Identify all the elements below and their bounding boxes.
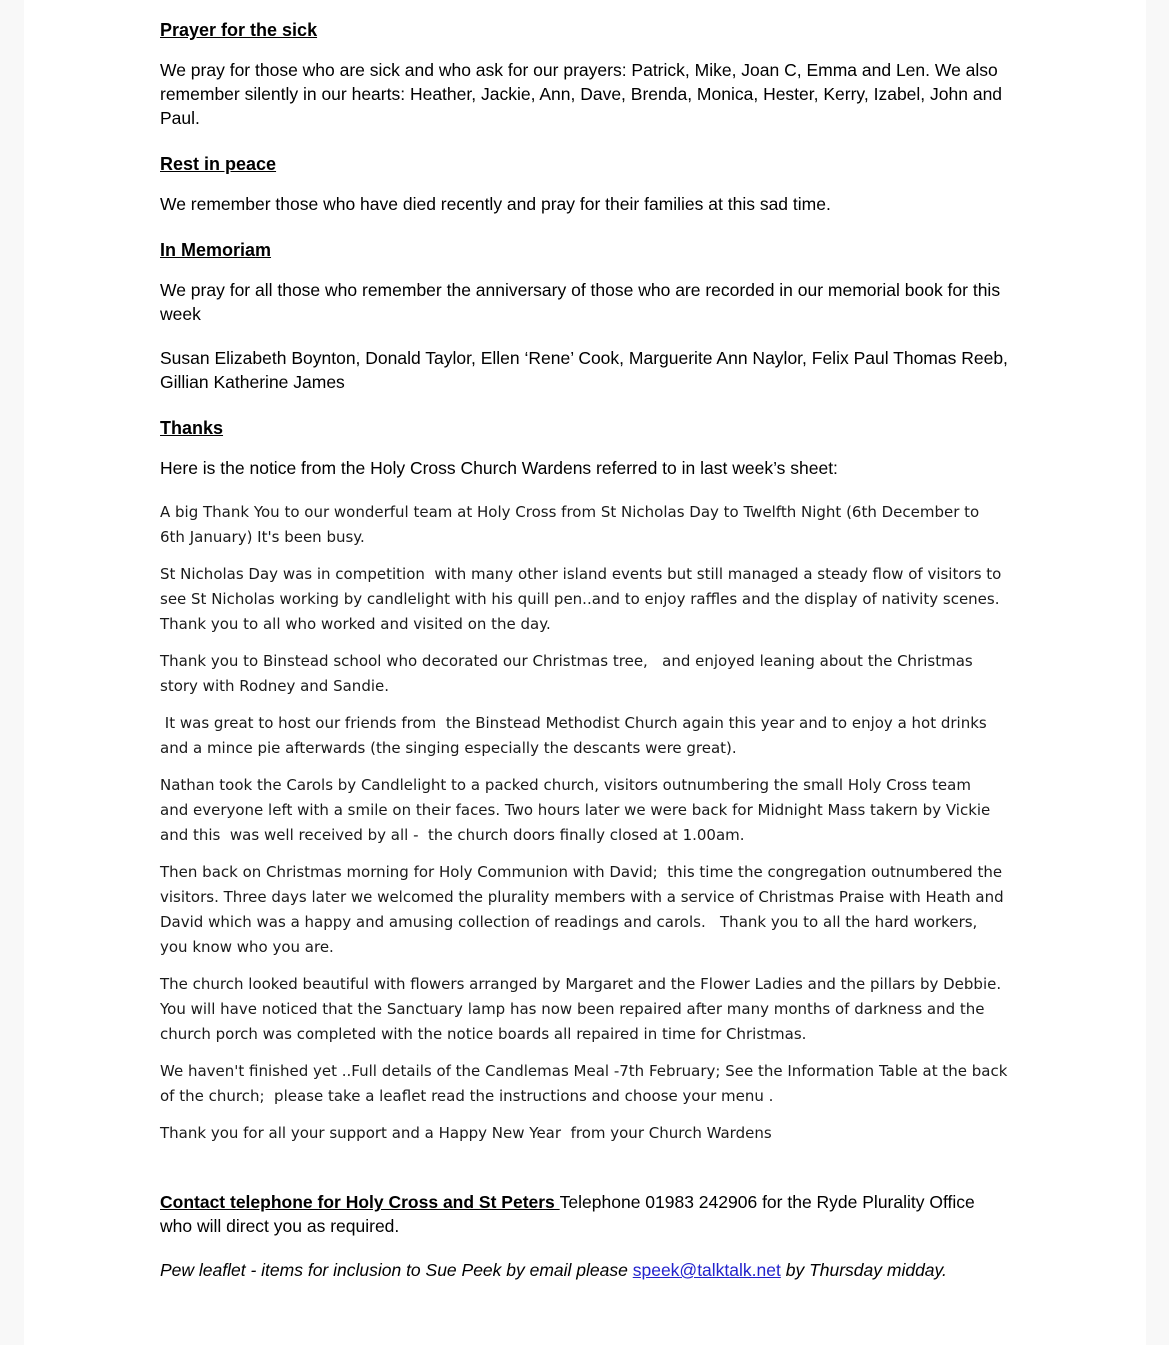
email-link[interactable]: speek@talktalk.net xyxy=(632,1260,781,1280)
notice-paragraph: Then back on Christmas morning for Holy Communion with David; this time the congregation outnumbered the visitors. Three days later we welcomed the plurality members with a service of Christmas Praise with Heath and David which was a happy and amusing collection of readings and carols. Thank you to all the hard workers, you know who you are. xyxy=(160,863,1009,956)
paragraph-thanks-intro: Here is the notice from the Holy Cross Church Wardens referred to in last week’s sheet: xyxy=(160,458,838,478)
paragraph-in-memoriam: We pray for all those who remember the anniversary of those who are recorded in our memorial book for this week xyxy=(160,280,1001,324)
page-right-gutter xyxy=(1146,0,1169,1345)
notice-paragraph: Thank you to Binstead school who decorated our Christmas tree, and enjoyed leaning about the Christmas story with Rodney and Sandie. xyxy=(160,652,978,695)
heading-prayer-for-the-sick: Prayer for the sick xyxy=(160,20,318,40)
heading-rest-in-peace: Rest in peace xyxy=(160,154,277,174)
paragraph-contact xyxy=(160,1190,1008,1238)
notice-paragraph: The church looked beautiful with flowers arranged by Margaret and the Flower Ladies and the pillars by Debbie. You will have noticed that the Sanctuary lamp has now been repaired after many months of darkness and the church porch was completed with the notice boards all repaired in time for Christmas. xyxy=(160,975,1011,1043)
notice-paragraph: It was great to host our friends from the Binstead Methodist Church again this year and to enjoy a hot drinks and a mince pie afterwards (the singing especially the descants were great). xyxy=(160,714,992,757)
document-page xyxy=(24,0,1146,1345)
pew-leaflet-text-after: by Thursday midday. xyxy=(780,1260,947,1280)
pew-leaflet-text-before: Pew leaflet - items for inclusion to Sue Peek by email please xyxy=(160,1260,633,1280)
notice-paragraphs xyxy=(160,500,1013,1146)
heading-thanks: Thanks xyxy=(160,418,224,438)
notice-paragraph: St Nicholas Day was in competition with many other island events but still managed a steady flow of visitors to see St Nicholas working by candlelight with his quill pen..and to enjoy raffles and the display of nativity scenes. Thank you to all who worked and visited on the day. xyxy=(160,565,1007,633)
paragraph-rest-in-peace: We remember those who have died recently and pray for their families at this sad time. xyxy=(160,194,831,214)
page-left-gutter xyxy=(0,0,24,1345)
notice-paragraph: We haven't finished yet ..Full details of the Candlemas Meal -7th February; See the Information Table at the back of the church; please take a leaflet read the instructions and choose your menu . xyxy=(160,1062,1013,1105)
paragraph-pew-leaflet xyxy=(160,1258,1008,1282)
notice-paragraph: A big Thank You to our wonderful team at Holy Cross from St Nicholas Day to Twelfth Night (6th December to 6th January) It's been busy. xyxy=(160,503,985,546)
heading-in-memoriam: In Memoriam xyxy=(160,240,272,260)
contact-heading-inline: Contact telephone for Holy Cross and St Peters xyxy=(160,1192,560,1212)
paragraph-in-memoriam-names: Susan Elizabeth Boynton, Donald Taylor, Ellen ‘Rene’ Cook, Marguerite Ann Naylor, Felix Paul Thomas Reeb, Gillian Katherine James xyxy=(160,348,1008,392)
notice-paragraph: Nathan took the Carols by Candlelight to a packed church, visitors outnumbering the small Holy Cross team and everyone left with a smile on their faces. Two hours later we were back for Midnight Mass takern by Vickie and this was well received by all - the church doors finally closed at 1.00am. xyxy=(160,776,996,844)
document-content xyxy=(160,0,1013,1282)
notice-paragraph: Thank you for all your support and a Happy New Year from your Church Wardens xyxy=(160,1124,772,1142)
paragraph-prayer-for-the-sick: We pray for those who are sick and who ask for our prayers: Patrick, Mike, Joan C, Emma and Len. We also remember silently in our hearts: Heather, Jackie, Ann, Dave, Brenda, Monica, Hester, Kerry, Izabel, John and Paul. xyxy=(160,60,1003,128)
contact-text: Telephone 01983 242906 for the Ryde Plurality Office who will direct you as required. xyxy=(160,1192,975,1236)
